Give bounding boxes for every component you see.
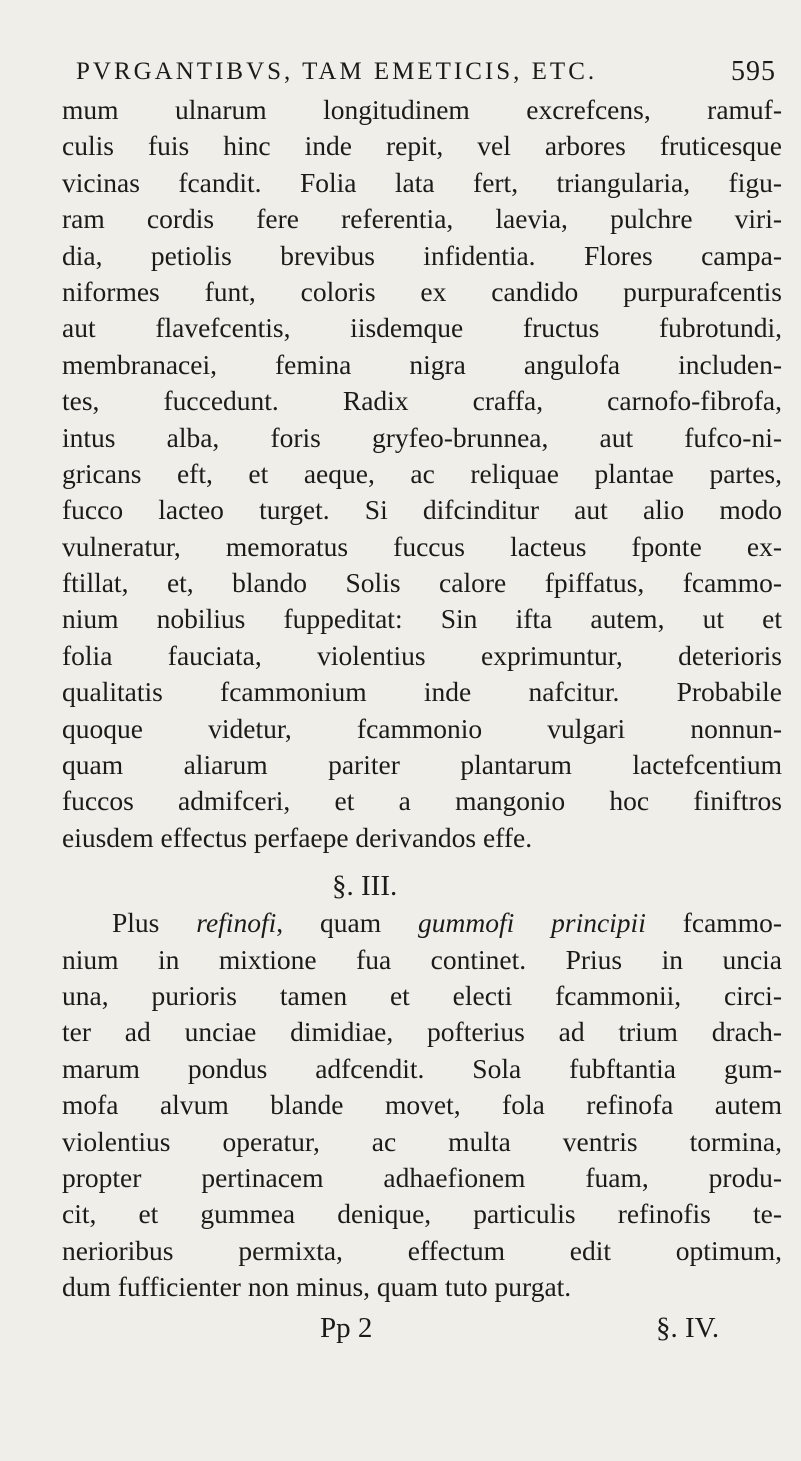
text-line: una, purioris tamen et electi fcammonii, circi- [62, 979, 782, 1011]
text-line: aut flavefcentis, iisdemque fructus fubrotundi, [62, 312, 782, 344]
paragraph-2 [62, 905, 782, 1305]
text-block [62, 92, 782, 1346]
text-line: propter pertinacem adhaefionem fuam, produ- [62, 1161, 782, 1193]
text-line: folia fauciata, violentius exprimuntur, deterioris [62, 639, 782, 671]
text-line: eiusdem effectus perfaepe derivandos effe. [62, 821, 533, 853]
text-line: nium in mixtione fua continet. Prius in uncia [62, 943, 782, 975]
text-line [62, 905, 782, 941]
italic-term: refinofi [196, 907, 277, 939]
text-line: fucco lacteo turget. Si difcinditur aut alio modo [62, 494, 782, 526]
text-line: violentius operatur, ac multa ventris tormina, [62, 1125, 782, 1157]
running-header [76, 58, 776, 92]
text-line: membranacei, femina nigra angulofa includen- [62, 348, 782, 380]
text-line: qualitatis fcammonium inde nafcitur. Probabile [62, 676, 782, 708]
text-line: cit, et gummea denique, particulis refinofis te- [62, 1198, 782, 1230]
text-line: nerioribus permixta, effectum edit optimum, [62, 1234, 782, 1266]
text-line: culis fuis hinc inde repit, vel arbores fruticesque [62, 130, 782, 162]
text-run: fcammo- [645, 907, 782, 939]
section-heading: §. III. [332, 870, 398, 903]
text-line: gricans eft, et aeque, ac reliquae plantae partes, [62, 457, 782, 489]
catchword: §. IV. [656, 1311, 720, 1344]
text-line: ter ad unciae dimidiae, pofterius ad trium drach- [62, 1016, 782, 1048]
text-run: , quam [276, 907, 418, 939]
text-line: quam aliarum pariter plantarum lactefcentium [62, 749, 782, 781]
paragraph-1 [62, 92, 782, 856]
signature-mark: Pp 2 [320, 1311, 373, 1344]
text-line: intus alba, foris gryfeo-brunnea, aut fufco-ni- [62, 421, 782, 453]
page-number: 595 [731, 56, 776, 87]
text-line: ftillat, et, blando Solis calore fpiffatus, fcammo- [62, 567, 782, 599]
text-line: fuccos admifceri, et a mangonio hoc finiftros [62, 785, 782, 817]
text-line: dum fufficienter non minus, quam tuto purgat. [62, 1271, 572, 1303]
page-footer [62, 1306, 782, 1346]
text-line: nium nobilius fuppeditat: Sin ifta autem, ut et [62, 603, 782, 635]
text-line: dia, petiolis brevibus infidentia. Flores campa- [62, 239, 782, 271]
text-line: mofa alvum blande movet, fola refinofa autem [62, 1089, 782, 1121]
text-line: tes, fuccedunt. Radix craffa, carnofo-fibrofa, [62, 385, 782, 417]
text-line: marum pondus adfcendit. Sola fubftantia gum- [62, 1052, 782, 1084]
text-run: Plus [112, 907, 197, 939]
running-title: PVRGANTIBVS, TAM EMETICIS, ETC. [76, 58, 598, 85]
text-line: vicinas fcandit. Folia lata fert, triangularia, figu- [62, 166, 782, 198]
text-line: niformes funt, coloris ex candido purpurafcentis [62, 275, 782, 307]
text-line: ram cordis fere referentia, laevia, pulchre viri- [62, 203, 782, 235]
text-line: quoque videtur, fcammonio vulgari nonnun- [62, 712, 782, 744]
text-line: vulneratur, memoratus fuccus lacteus fponte ex- [62, 530, 782, 562]
text-line: mum ulnarum longitudinem excrefcens, ramuf- [62, 94, 782, 125]
italic-term: gummofi principii [417, 907, 646, 939]
